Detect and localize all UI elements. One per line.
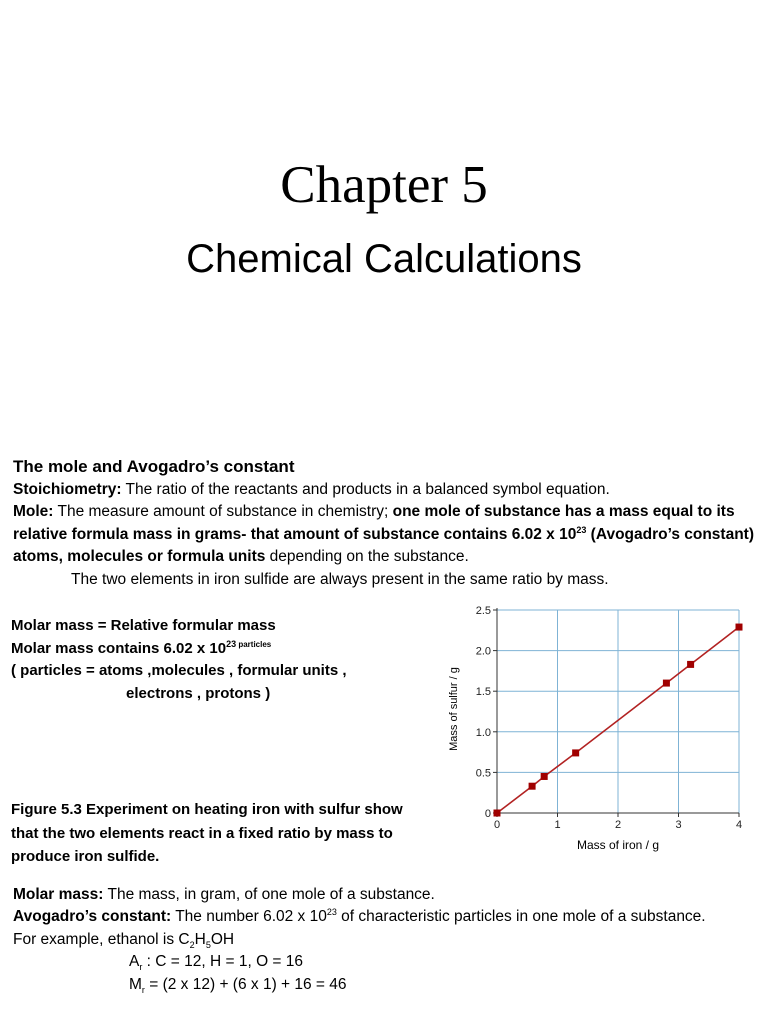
stoichiometry-text: The ratio of the reactants and products in a balanced symbol equation. — [121, 481, 610, 498]
molar-exponent: 23 — [226, 638, 237, 649]
x-axis-label: Mass of iron / g — [576, 838, 660, 852]
example-sub-2: 5 — [205, 939, 211, 950]
molar-line-2 — [11, 638, 421, 661]
mole-definition — [13, 501, 758, 568]
data-point — [687, 661, 694, 668]
molar-mass-box — [11, 615, 421, 705]
data-point — [541, 773, 548, 780]
ethanol-example — [13, 929, 758, 951]
data-point — [736, 624, 743, 631]
chapter-title: Chapter 5 — [280, 156, 488, 214]
mr-symbol: M — [129, 975, 142, 993]
mole-term: Mole: — [13, 503, 54, 521]
example-sub-1: 2 — [189, 939, 195, 950]
example-text-3: OH — [210, 930, 235, 948]
tick-labels — [476, 605, 742, 831]
mole-bold-text: one mole of substance has a mass equal to its relative formula mass in grams- that amount of substance contains 6.02 x 10 — [13, 503, 735, 543]
y-tick-label: 1.0 — [475, 726, 491, 739]
mole-text: The measure amount of substance in chemistry; — [53, 503, 393, 521]
ar-symbol: A — [129, 953, 140, 971]
mr-text: = (2 x 12) + (6 x 1) + 16 = 46 — [144, 975, 347, 993]
y-tick-label: 2.0 — [475, 645, 491, 658]
particles-label: particles — [236, 639, 272, 649]
avogadro-text: The number 6.02 x 10 — [171, 908, 327, 926]
x-tick-label: 2 — [614, 819, 622, 831]
x-tick-label: 0 — [493, 819, 501, 831]
stoichiometry-term: Stoichiometry: — [13, 481, 122, 498]
ar-text: : C = 12, H = 1, O = 16 — [142, 953, 304, 971]
mole-tail: depending on the substance. — [265, 548, 469, 566]
ar-values — [13, 951, 758, 973]
molar-mass-text: The mass, in gram, of one mole of a substance. — [103, 886, 435, 903]
avogadro-exponent: 23 — [326, 907, 337, 918]
data-point — [663, 680, 670, 687]
mr-subscript: r — [141, 984, 145, 995]
avogadro-definition — [13, 906, 758, 928]
mole-section — [13, 455, 758, 591]
definitions-section — [13, 884, 758, 996]
molar-line-2-text: Molar mass contains 6.02 x 10 — [11, 639, 227, 657]
mole-bold-text-2: (Avogadro’s constant) atoms, molecules or formula units — [13, 525, 754, 566]
example-text: For example, ethanol is C — [13, 930, 190, 948]
x-tick-label: 1 — [554, 819, 561, 831]
x-tick-label: 4 — [735, 819, 743, 831]
ar-subscript: r — [139, 962, 143, 973]
avogadro-text-2: of characteristic particles in one mole of a substance. — [336, 908, 706, 926]
y-tick-label: 0.5 — [475, 767, 491, 780]
figure-caption: Figure 5.3 Experiment on heating iron with sulfur show that the two elements react in a fixed ratio by mass to produce iron sulfide. — [11, 801, 403, 865]
y-tick-label: 1.5 — [475, 686, 491, 699]
avogadro-term: Avogadro’s constant: — [13, 908, 172, 926]
mr-calculation — [13, 974, 758, 996]
section-heading: The mole and Avogadro’s constant — [13, 457, 295, 476]
iron-sulfur-chart — [440, 598, 760, 858]
data-point — [529, 783, 536, 790]
example-text-2: H — [194, 930, 206, 948]
y-tick-label: 0 — [484, 808, 491, 820]
page-title: Chemical Calculations — [186, 237, 582, 281]
data-point — [494, 810, 501, 817]
molar-line-4: electrons , protons ) — [126, 684, 271, 702]
molar-line-1: Molar mass = Relative formular mass — [11, 617, 276, 634]
molar-mass-definition — [13, 884, 758, 906]
y-tick-label: 2.5 — [475, 605, 491, 617]
grid-lines — [497, 610, 739, 813]
data-point — [572, 749, 579, 756]
stoichiometry-definition — [13, 479, 758, 501]
mole-exponent: 23 — [576, 524, 587, 535]
molar-line-3: ( particles = atoms ,molecules , formular units , — [11, 662, 347, 679]
x-tick-label: 3 — [675, 819, 682, 831]
y-axis-label: Mass of sulfur / g — [448, 667, 460, 751]
iron-sulfide-sentence: The two elements in iron sulfide are always present in the same ratio by mass. — [71, 570, 609, 588]
molar-mass-term: Molar mass: — [13, 886, 104, 903]
